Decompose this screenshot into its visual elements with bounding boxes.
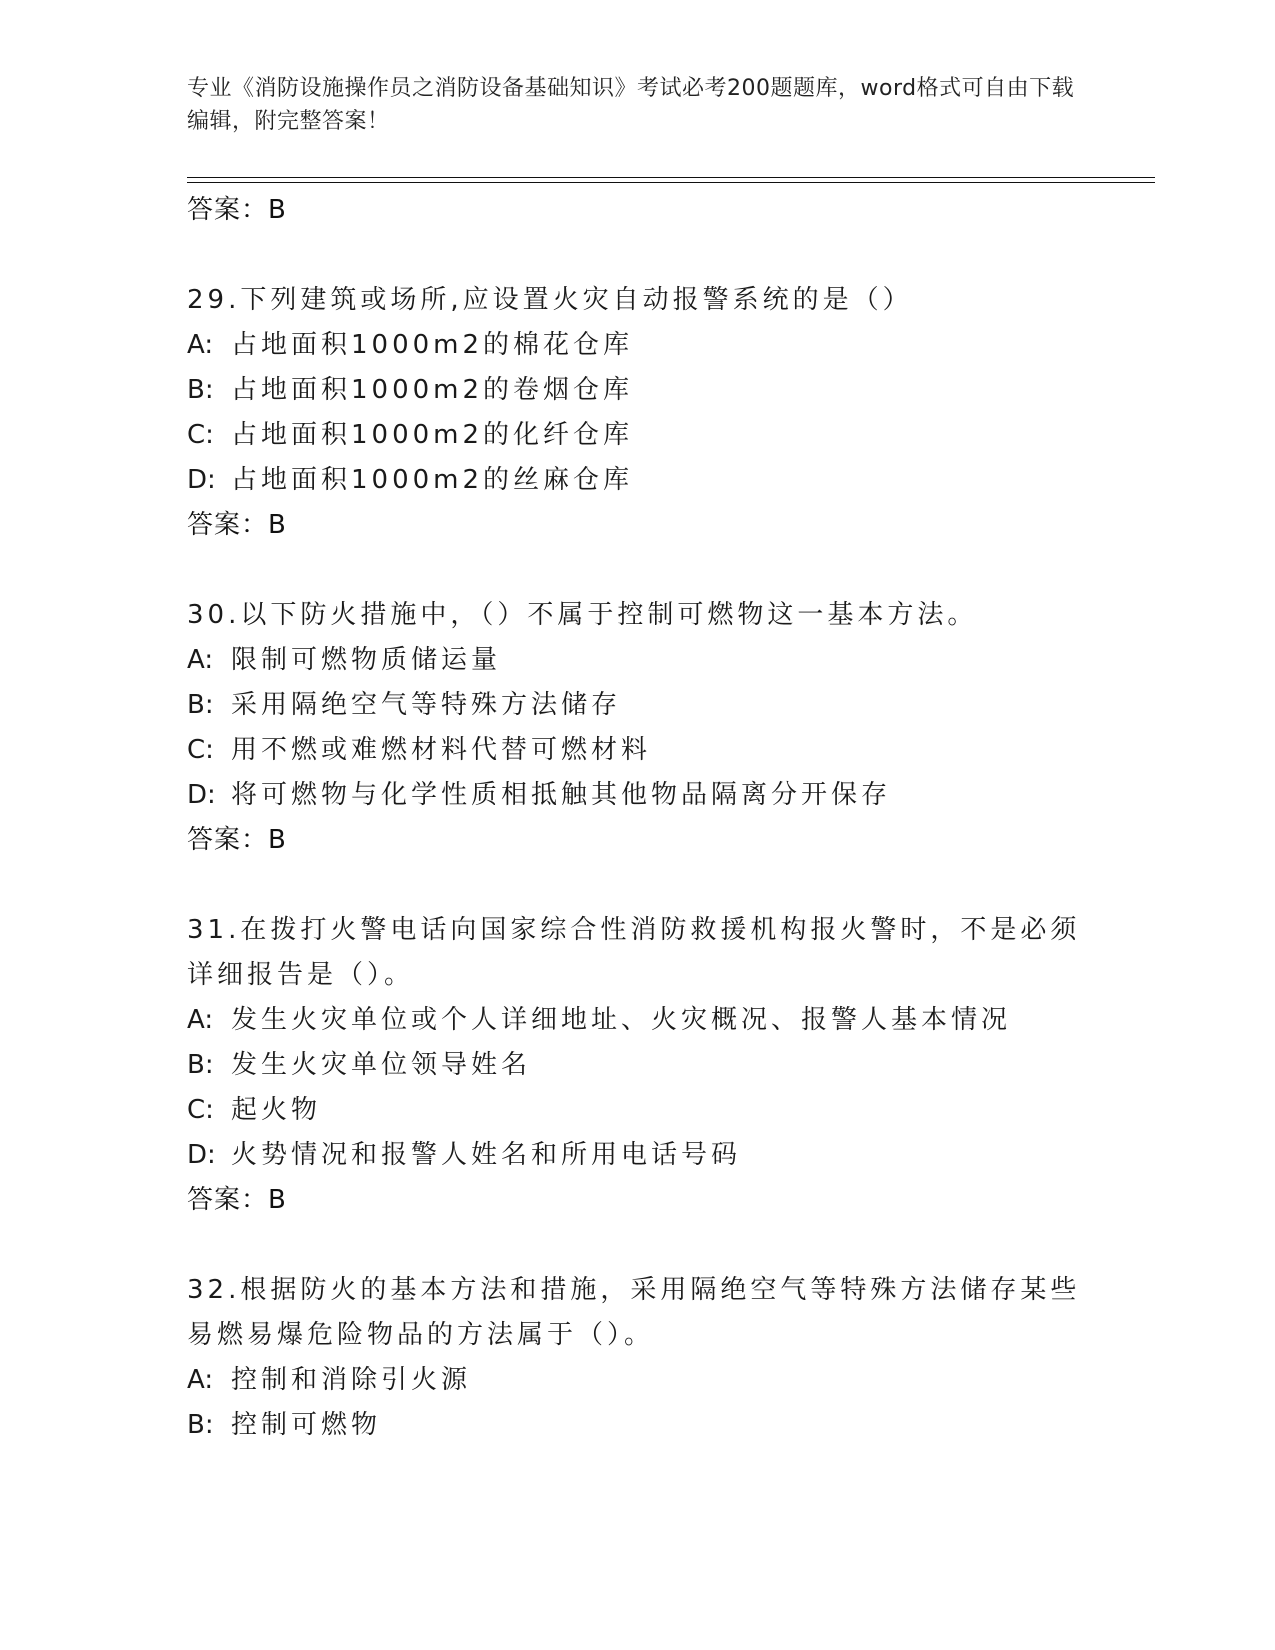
option-b [187,368,1087,413]
option-a [187,998,1087,1043]
answer-line: 答案：B [187,1185,287,1215]
option-letter: A: [187,1365,214,1395]
option-letter: B: [187,1050,214,1080]
question-list [187,188,1087,1448]
header-divider-bottom [187,182,1155,183]
answer-line: 答案：B [187,510,287,540]
option-a [187,638,1087,683]
option-letter: A: [187,1005,214,1035]
option-letter: A: [187,330,214,360]
option-text: 起火物 [231,1095,322,1125]
option-text: 控制可燃物 [231,1410,382,1440]
document-header: 专业《消防设施操作员之消防设备基础知识》考试必考200题题库，word格式可自由下载编辑，附完整答案！ [187,76,1075,134]
option-letter: D: [187,780,216,810]
option-text: 火势情况和报警人姓名和所用电话号码 [231,1140,742,1170]
option-text: 采用隔绝空气等特殊方法储存 [231,690,622,720]
option-c [187,413,1087,458]
option-letter: B: [187,1410,214,1440]
option-a [187,1358,1087,1403]
question-block [187,278,1087,548]
option-text: 用不燃或难燃材料代替可燃材料 [231,735,652,765]
option-c [187,1088,1087,1133]
option-d [187,773,1087,818]
option-b [187,1043,1087,1088]
option-letter: C: [187,735,214,765]
question-block [187,1268,1087,1448]
option-letter: D: [187,1140,216,1170]
option-text: 占地面积1000m2的丝麻仓库 [231,465,634,495]
option-letter: C: [187,420,214,450]
question-text: 30.以下防火措施中，（）不属于控制可燃物这一基本方法。 [187,600,978,630]
option-letter: B: [187,690,214,720]
option-letter: B: [187,375,214,405]
option-text: 控制和消除引火源 [231,1365,472,1395]
header-divider-top [187,177,1155,178]
option-text: 发生火灾单位领导姓名 [231,1050,532,1080]
option-text: 发生火灾单位或个人详细地址、火灾概况、报警人基本情况 [231,1005,1012,1035]
option-letter: D: [187,465,216,495]
option-c [187,728,1087,773]
option-letter: C: [187,1095,214,1125]
option-b [187,1403,1087,1448]
question-text: 31.在拨打火警电话向国家综合性消防救援机构报火警时，不是必须详细报告是（）。 [187,915,1081,990]
option-text: 占地面积1000m2的卷烟仓库 [231,375,634,405]
option-b [187,683,1087,728]
option-text: 将可燃物与化学性质相抵触其他物品隔离分开保存 [231,780,892,810]
option-text: 占地面积1000m2的棉花仓库 [231,330,634,360]
option-letter: A: [187,645,214,675]
answer-line: 答案：B [187,195,287,225]
question-text: 32.根据防火的基本方法和措施，采用隔绝空气等特殊方法储存某些易燃易爆危险物品的方法属于（）。 [187,1275,1081,1350]
option-d [187,1133,1087,1178]
option-d [187,458,1087,503]
question-block [187,593,1087,863]
option-text: 占地面积1000m2的化纤仓库 [231,420,634,450]
option-a [187,323,1087,368]
option-text: 限制可燃物质储运量 [231,645,502,675]
answer-line: 答案：B [187,825,287,855]
question-text: 29.下列建筑或场所,应设置火灾自动报警系统的是（） [187,285,913,315]
question-block [187,908,1087,1223]
